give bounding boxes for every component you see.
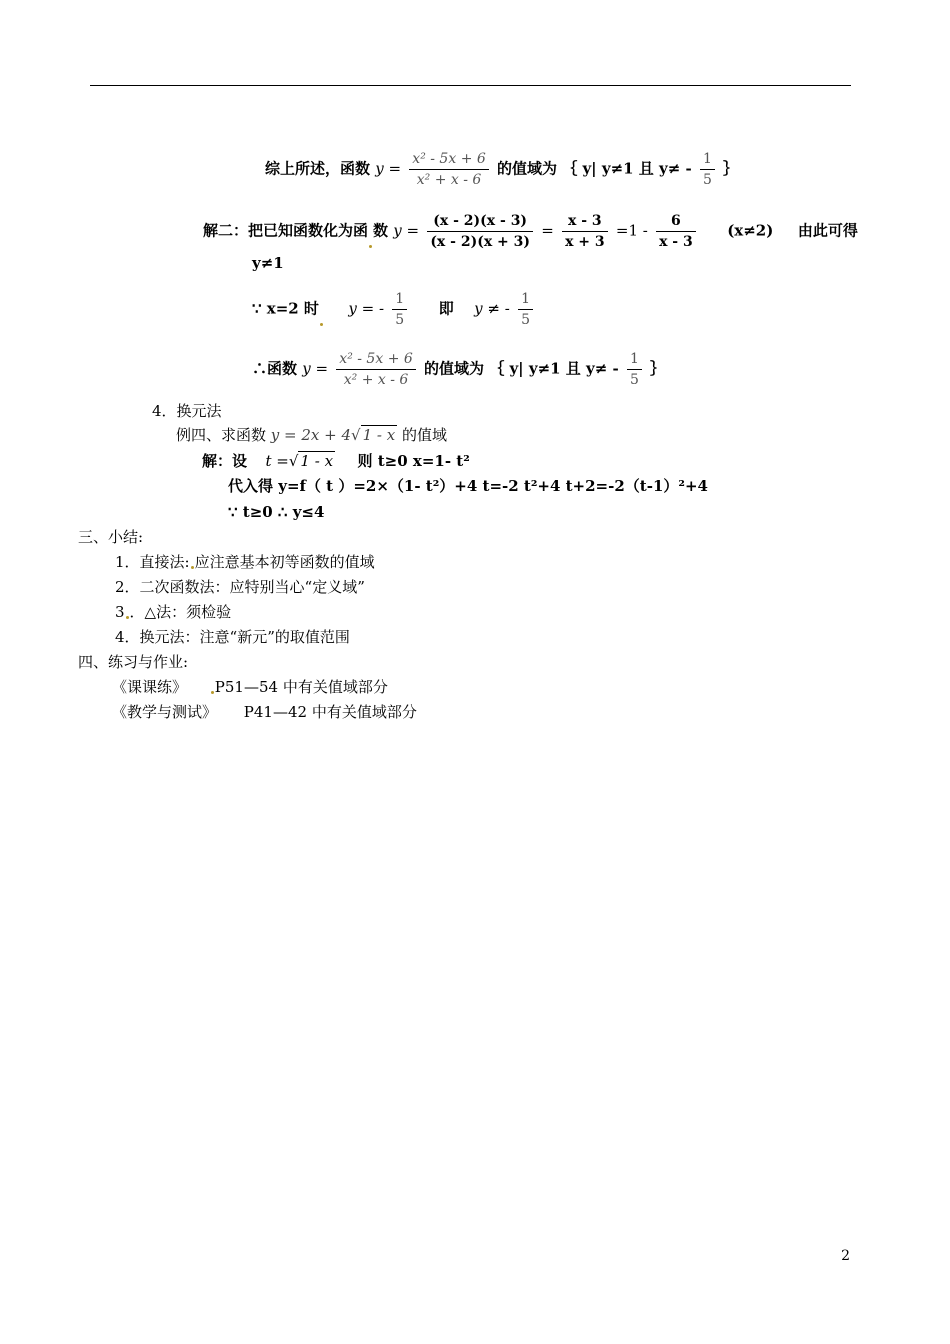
function-fraction	[336, 350, 415, 389]
homework-heading: 四、练习与作业:	[78, 653, 189, 671]
therefore-prefix: ∴函数	[252, 359, 298, 378]
y-symbol: y =	[375, 159, 402, 178]
mark-dot	[369, 245, 372, 248]
mark-dot	[320, 323, 323, 326]
one-fifth-fraction	[627, 350, 642, 389]
factored-fraction	[427, 212, 533, 251]
summary-title	[78, 527, 143, 547]
equals-one-minus: =1 -	[615, 221, 648, 240]
summary-item	[115, 577, 365, 597]
book-title: 《课课练》	[112, 678, 188, 696]
solution-prefix: 解：设	[202, 452, 248, 470]
mark-dot	[126, 616, 129, 619]
fraction-denominator: 5	[395, 312, 405, 328]
method-two-prefix: 解二：把已知函数化为函	[203, 221, 369, 240]
example-prefix: 例四、求函数	[176, 426, 267, 444]
method-two-line: 解二：把已知函数化为函 数 y = $\frac{(x - 2)(x - 3)}{(x - 2)(x + 3)}$ = $\frac{x - 3}{x + 3}$ =1 - $\frac{6}{x - 3}$ (x≠2) 由此可得	[203, 213, 858, 250]
item-number: 1．	[115, 553, 140, 571]
item-number: 3	[115, 603, 125, 621]
summary-heading: 三、小结:	[78, 528, 144, 546]
fraction-denominator: 5	[521, 312, 530, 328]
namely-text: 即	[438, 299, 454, 318]
header-rule	[90, 85, 851, 86]
example-suffix: 的值域	[401, 426, 447, 444]
because-line	[252, 290, 536, 329]
solution-condition: 则 t≥0 x=1- t²	[357, 452, 470, 470]
method-two-prefix-2: 数	[373, 221, 389, 240]
item-text: ．△法：须检验	[129, 603, 232, 621]
summary-item	[115, 602, 231, 622]
fraction-numerator: x² - 5x + 6	[409, 150, 488, 170]
homework-item	[112, 677, 388, 697]
y-not-one-line	[252, 253, 284, 273]
fraction-numerator: 1	[700, 150, 715, 170]
summary-item	[115, 627, 350, 647]
conclusion-line-2	[228, 502, 324, 522]
example-4-line: 例四、求函数 y = 2x + 4√ 1 - x 的值域	[176, 426, 447, 444]
therefore-line	[252, 350, 665, 389]
page-reference: P41—42 中有关值域部分	[243, 703, 417, 721]
item-number: 2．	[115, 578, 140, 596]
fraction-numerator: x - 3	[562, 212, 608, 232]
example-formula: y = 2x + 4	[270, 426, 352, 444]
fraction-numerator: 1	[518, 290, 533, 310]
mark-dot	[211, 691, 214, 694]
item-text: 直接法:	[139, 553, 190, 571]
summary-item	[115, 552, 375, 572]
section-title: 4．换元法	[152, 402, 222, 420]
fraction-numerator: 6	[656, 212, 696, 232]
conclusion-line-1	[265, 150, 738, 189]
y-not-equal: y ≠ -	[474, 299, 510, 318]
y-symbol: y =	[302, 359, 329, 378]
fraction-denominator: x + 3	[565, 234, 605, 250]
mark-dot	[191, 566, 194, 569]
reduced-fraction	[562, 212, 608, 251]
fraction-numerator: (x - 2)(x - 3)	[427, 212, 533, 232]
item-text-2: 应注意基本初等函数的值域	[194, 553, 375, 571]
page-number: 2	[841, 1248, 850, 1264]
fraction-denominator: x² + x - 6	[343, 372, 409, 388]
homework-title	[78, 652, 188, 672]
solution-radicand: 1 - x	[300, 452, 334, 470]
fraction-denominator: (x - 2)(x + 3)	[430, 234, 531, 250]
y-equals: y = -	[348, 299, 385, 318]
example-radicand: 1 - x	[362, 426, 396, 444]
because-text: ∵ x=2 时	[252, 299, 319, 318]
y-not-one: y≠1	[252, 254, 284, 272]
fraction-numerator: x² - 5x + 6	[336, 350, 415, 370]
one-fifth-fraction	[392, 290, 407, 329]
section-4-title	[152, 401, 222, 421]
hence-text: 由此可得	[797, 221, 858, 240]
page-reference: P51—54 中有关值域部分	[214, 678, 388, 696]
book-title: 《教学与测试》	[112, 703, 218, 721]
solution-line: 解：设 t =√ 1 - x 则 t≥0 x=1- t²	[202, 452, 470, 470]
domain-condition: (x≠2)	[727, 221, 774, 240]
fraction-numerator: 1	[392, 290, 407, 310]
remainder-fraction	[656, 212, 696, 251]
y-symbol: y =	[393, 221, 420, 240]
range-text: 的值域为 ｛ y| y≠1 且 y≠ -	[497, 159, 692, 178]
range-text: 的值域为 ｛ y| y≠1 且 y≠ -	[424, 359, 619, 378]
fraction-denominator: 5	[703, 172, 712, 188]
one-fifth-fraction	[518, 290, 533, 329]
closing-brace: ｝	[723, 159, 739, 178]
function-fraction	[409, 150, 488, 189]
fraction-denominator: x - 3	[659, 234, 693, 250]
item-text: 换元法：注意“新元”的取值范围	[139, 628, 350, 646]
substitution-line	[228, 476, 708, 496]
fraction-denominator: x² + x - 6	[416, 172, 482, 188]
fraction-denominator: 5	[630, 372, 639, 388]
conclusion-prefix: 综上所述，函数	[265, 159, 371, 178]
t-equals: t =	[265, 452, 289, 470]
homework-item	[112, 702, 417, 722]
item-number: 4．	[115, 628, 140, 646]
closing-brace: ｝	[650, 359, 666, 378]
conclusion-text: ∵ t≥0 ∴ y≤4	[228, 503, 325, 521]
substitution-text: 代入得 y=f（ t ）=2×（1- t²）+4 t=-2 t²+4 t+2=-2（t-1）²+4	[228, 477, 708, 495]
fraction-numerator: 1	[627, 350, 642, 370]
one-fifth-fraction	[700, 150, 715, 189]
item-text: 二次函数法：应特别当心“定义域”	[139, 578, 365, 596]
